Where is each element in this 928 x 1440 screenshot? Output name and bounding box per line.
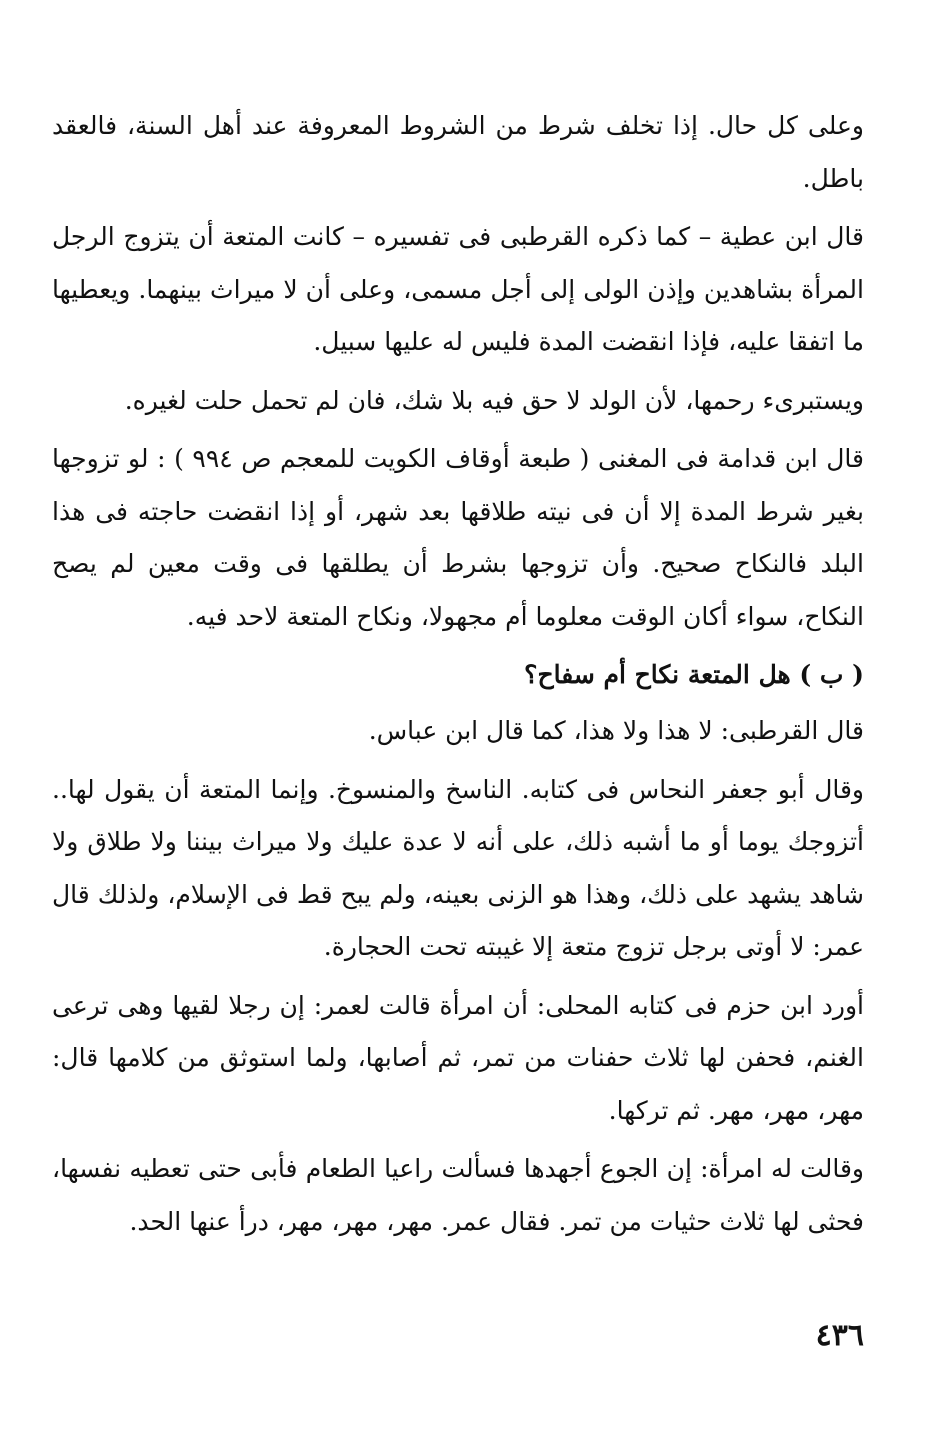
paragraph-1: وعلى كل حال. إذا تخلف شرط من الشروط المعروفة عند أهل السنة، فالعقد باطل.: [52, 111, 864, 193]
page-body: [52, 100, 864, 1254]
paragraph-2: قال ابن عطية – كما ذكره القرطبى فى تفسيره – كانت المتعة أن يتزوج الرجل المرأة بشاهدين وإذن الولى إلى أجل مسمى، وعلى أن لا ميراث بينهما. ويعطيها ما اتفقا عليه، فإذا انقضت المدة فليس له عليها سبيل.: [52, 222, 864, 356]
paragraph-4: قال ابن قدامة فى المغنى ( طبعة أوقاف الكويت للمعجم ص ٩٩٤ ) : لو تزوجها بغير شرط المدة إلا أن فى نيته طلاقها بعد شهر، أو إذا انقضت حاجته فى هذا البلد فالنكاح صحيح. وأن تزوجها بشرط أن يطلقها فى وقت معين لم يصح النكاح، سواء أكان الوقت معلوما أم مجهولا، ونكاح المتعة لاحد فيه.: [52, 444, 864, 631]
paragraph-5: قال القرطبى: لا هذا ولا هذا، كما قال ابن عباس.: [368, 716, 864, 745]
page-number: ٤٣٦: [815, 1318, 864, 1353]
paragraph-8: وقالت له امرأة: إن الجوع أجهدها فسألت راعيا الطعام فأبى حتى تعطيه نفسها، فحثى لها ثلاث حثيات من تمر. فقال عمر. مهر، مهر، مهر، درأ عنها الحد.: [52, 1154, 864, 1236]
paragraph-6: وقال أبو جعفر النحاس فى كتابه. الناسخ والمنسوخ. وإنما المتعة أن يقول لها.. أتزوجك يوما أو ما أشبه ذلك، على أنه لا عدة عليك ولا ميراث بيننا ولا طلاق ولا شاهد يشهد على ذلك، وهذا هو الزنى بعينه، ولم يبح قط فى الإسلام، ولذلك قال عمر: لا أوتى برجل تزوج متعة إلا غيبته تحت الحجارة.: [52, 774, 864, 961]
paragraph-3: ويستبرىء رحمها، لأن الولد لا حق فيه بلا شك، فان لم تحمل حلت لغيره.: [124, 385, 864, 415]
paragraph-7: أورد ابن حزم فى كتابه المحلى: أن امرأة قالت لعمر: إن رجلا لقيها وهى ترعى الغنم، فحفن لها ثلاث حفنات من تمر، ثم أصابها، ولما استوثق من كلامها قال: مهر، مهر، مهر. ثم تركها.: [52, 990, 864, 1125]
section-heading: ( ب ) هل المتعة نكاح أم سفاح؟: [524, 660, 864, 689]
